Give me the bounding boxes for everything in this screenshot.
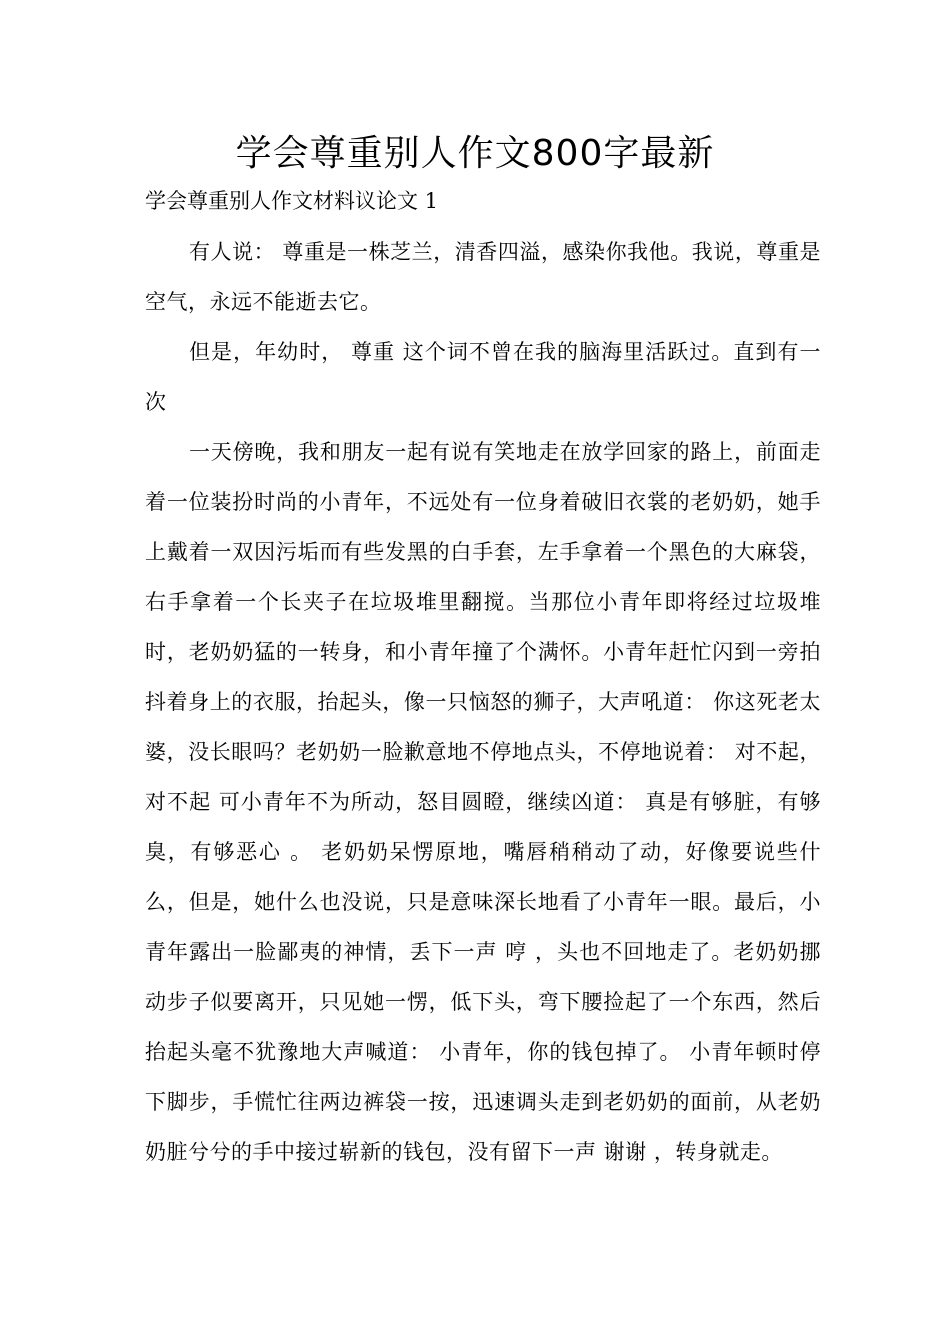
paragraph-1: 有人说： 尊重是一株芝兰，清香四溢，感染你我他。我说，尊重是空气，永远不能逝去它。 xyxy=(145,240,821,314)
paragraph-3: 一天傍晚，我和朋友一起有说有笑地走在放学回家的路上，前面走着一位装扮时尚的小青年，不远处有一位身着破旧衣裳的老奶奶，她手上戴着一双因污垢而有些发黑的白手套，左手拿着一个黑色的大麻袋，右手拿着一个长夹子在垃圾堆里翻搅。当那位小青年即将经过垃圾堆时，老奶奶猛的一转身，和小青年撞了个满怀。小青年赶忙闪到一旁拍抖着身上的衣服，抬起头，像一只恼怒的狮子，大声吼道： 你这死老太婆，没长眼吗？老奶奶一脸歉意地不停地点头，不停地说着： 对不起，对不起 可小青年不为所动，怒目圆瞪，继续凶道： 真是有够脏，有够臭，有够恶心 。 老奶奶呆愣原地，嘴唇稍稍动了动，好像要说些什么，但是，她什么也没说，只是意味深长地看了小青年一眼。最后，小青年露出一脸鄙夷的神情，丢下一声 哼 ，头也不回地走了。老奶奶挪动步子似要离开，只见她一愣，低下头，弯下腰捡起了一个东西，然后抬起头毫不犹豫地大声喊道： 小青年，你的钱包掉了。 小青年顿时停下脚步，手慌忙往两边裤袋一按，迅速调头走到老奶奶的面前，从老奶奶脏兮兮的手中接过崭新的钱包，没有留下一声 谢谢 ，转身就走。 xyxy=(145,440,821,1164)
document-subtitle: 学会尊重别人作文材料议论文 1 xyxy=(145,189,439,213)
paragraph-2: 但是，年幼时， 尊重 这个词不曾在我的脑海里活跃过。直到有一次 xyxy=(145,340,821,414)
document-title: 学会尊重别人作文800字最新 xyxy=(235,133,715,174)
